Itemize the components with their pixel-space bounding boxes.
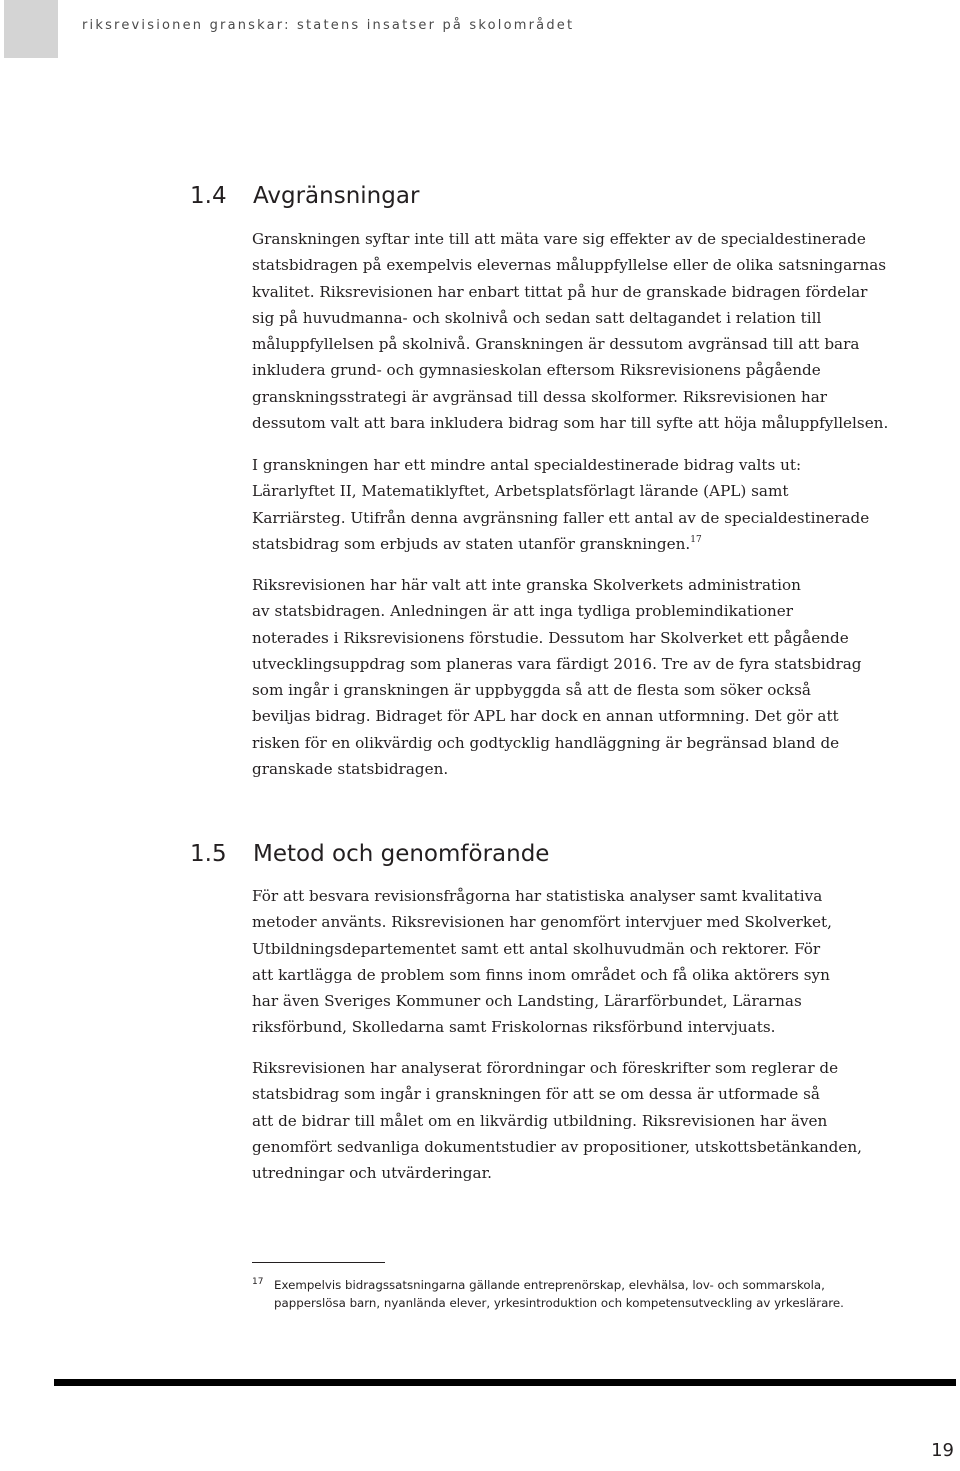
text-line: metoder använts. Riksrevisionen har genomfört intervjuer med Skolverket, (252, 913, 832, 932)
text-line: statsbidragen på exempelvis elevernas måluppfyllelse eller de olika satsningarnas (252, 256, 887, 275)
text-line (252, 531, 887, 557)
text-line: risken för en olikvärdig och godtycklig handläggning är begränsad bland de (252, 733, 840, 752)
footnote-line: papperslösa barn, nyanlända elever, yrkesintroduktion och kompetensutveckling av yrkeslärare. (274, 1296, 844, 1310)
text-line: I granskningen har ett mindre antal specialdestinerade bidrag valts ut: (252, 456, 802, 474)
paragraph-avgransningar-2 (252, 452, 887, 557)
text-line: att de bidrar till målet om en likvärdig utbildning. Riksrevisionen har även (252, 1111, 828, 1130)
running-header: riksrevisionen granskar: statens insatser på skolområdet (82, 18, 575, 33)
footnote-divider (252, 1262, 385, 1263)
section-heading-1-5 (190, 841, 549, 867)
text-line-content: statsbidrag som erbjuds av staten utanför granskningen. (252, 534, 691, 553)
footnote-number: 17 (252, 1277, 264, 1287)
text-line: beviljas bidrag. Bidraget för APL har dock en annan utformning. Det gör att (252, 707, 839, 726)
paragraph-avgransningar-1 (252, 226, 887, 436)
text-line: sig på huvudmanna- och skolnivå och sedan satt deltagandet i relation till (252, 308, 822, 327)
section-number: 1.5 (190, 841, 227, 867)
paragraph-metod-1 (252, 883, 887, 1041)
text-line: har även Sveriges Kommuner och Landsting, Lärarförbundet, Lärarnas (252, 992, 802, 1011)
section-title: Avgränsningar (253, 183, 420, 209)
text-line: granskningsstrategi är avgränsad till dessa skolformer. Riksrevisionen har (252, 387, 828, 406)
paragraph-metod-2 (252, 1055, 887, 1186)
footnote-reference[interactable]: 17 (690, 534, 702, 545)
paragraph-avgransningar-3 (252, 572, 887, 782)
text-line: kvalitet. Riksrevisionen har enbart tittat på hur de granskade bidragen fördelar (252, 282, 868, 301)
section-heading-1-4 (190, 183, 419, 209)
section-number: 1.4 (190, 183, 227, 209)
text-line: genomfört sedvanliga dokumentstudier av propositioner, utskottsbetänkanden, (252, 1137, 862, 1156)
text-line: utredningar och utvärderingar. (252, 1164, 492, 1183)
text-line: Granskningen syftar inte till att mäta vare sig effekter av de specialdestinerade (252, 230, 866, 248)
text-line: av statsbidragen. Anledningen är att inga tydliga problemindikationer (252, 602, 794, 621)
text-line: att kartlägga de problem som finns inom området och få olika aktörers syn (252, 965, 830, 984)
text-line: noterades i Riksrevisionens förstudie. Dessutom har Skolverket ett pågående (252, 628, 849, 647)
section-title: Metod och genomförande (253, 841, 550, 867)
page-number: 19 (931, 1440, 954, 1461)
text-line: riksförbund, Skolledarna samt Friskolornas riksförbund intervjuats. (252, 1018, 776, 1037)
text-line: måluppfyllelsen på skolnivå. Granskningen är dessutom avgränsad till att bara (252, 335, 860, 354)
text-line: granskade statsbidragen. (252, 760, 449, 779)
text-line: Utbildningsdepartementet samt ett antal skolhuvudmän och rektorer. För (252, 939, 821, 958)
text-line: som ingår i granskningen är uppbyggda så att de flesta som söker också (252, 681, 811, 700)
text-line: statsbidrag som ingår i granskningen för att se om dessa är utformade så (252, 1085, 820, 1104)
text-line: Karriärsteg. Utifrån denna avgränsning faller ett antal av de specialdestinerade (252, 508, 870, 527)
footnote-line: Exempelvis bidragssatsningarna gällande entreprenörskap, elevhälsa, lov- och sommarskola, (274, 1278, 825, 1292)
text-line: utvecklingsuppdrag som planeras vara färdigt 2016. Tre av de fyra statsbidrag (252, 654, 862, 673)
text-line: Riksrevisionen har analyserat förordningar och föreskrifter som reglerar de (252, 1059, 839, 1077)
text-line: dessutom valt att bara inkludera bidrag som har till syfte att höja måluppfyllelsen. (252, 414, 889, 433)
text-line: För att besvara revisionsfrågorna har statistiska analyser samt kvalitativa (252, 887, 823, 905)
footer-rule (54, 1379, 956, 1386)
header-tab-block (4, 0, 58, 58)
text-line: Riksrevisionen har här valt att inte granska Skolverkets administration (252, 576, 801, 594)
text-line: inkludera grund- och gymnasieskolan eftersom Riksrevisionens pågående (252, 361, 821, 380)
footnote-text (274, 1276, 844, 1312)
text-line: Lärarlyftet II, Matematiklyftet, Arbetsplatsförlagt lärande (APL) samt (252, 482, 789, 501)
